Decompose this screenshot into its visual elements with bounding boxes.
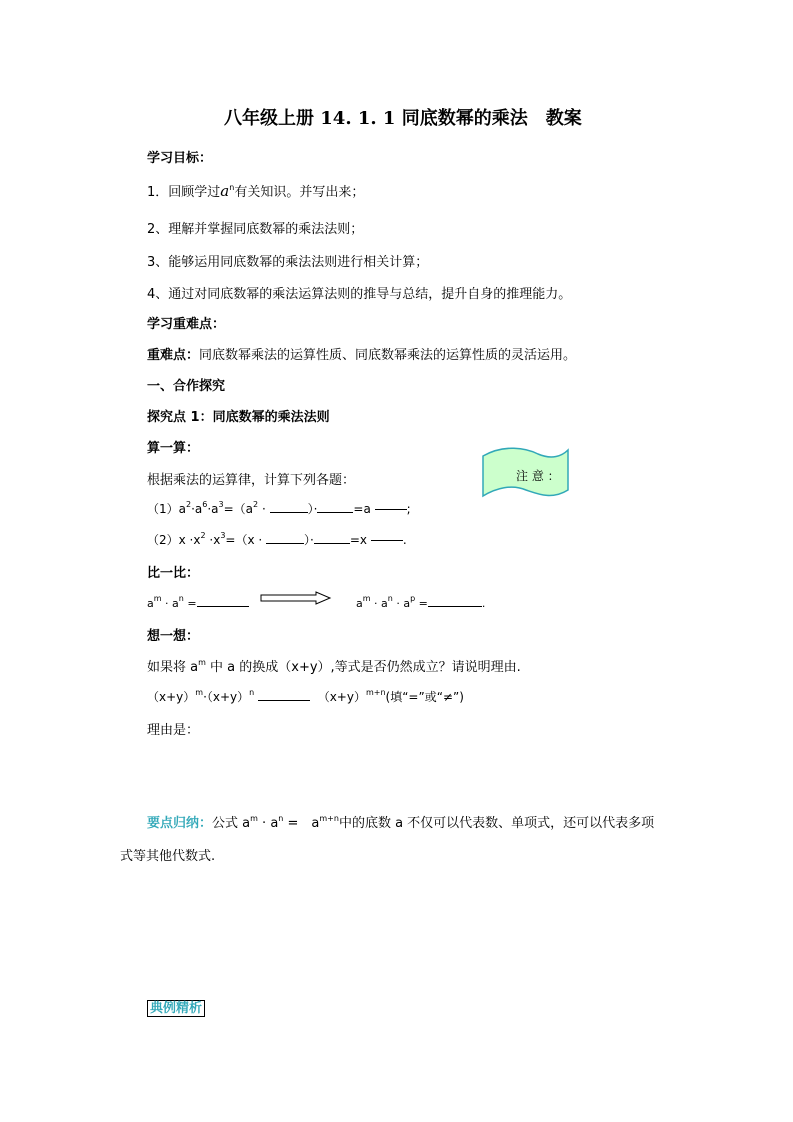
objective-1: 1．回顾学过$a^n$有关知识。并写出来；: [147, 182, 365, 200]
summary-line-1: 要点归纳：公式 $a^m \cdot a^n$ = $a^{m+n}$中的底数 a 不仅可以代表数、单项式，还可以代表多项: [147, 814, 655, 831]
calc-heading: 算一算：: [147, 441, 200, 456]
think-expression: $(x+y)^m\cdot(x+y)^n$ $(x+y)^{m+n}$(填“=”或“≠”): [147, 688, 464, 704]
examples-heading: 典例精析: [147, 997, 205, 1016]
answer-blank: [266, 531, 304, 544]
key-points-heading: 学习重难点：: [147, 317, 226, 332]
page-title: 八年级上册 14. 1. 1 同底数幂的乘法 教案: [224, 108, 582, 129]
objective-3: 3、能够运用同底数幂的乘法法则进行相关计算；: [147, 255, 429, 270]
exponent-line: [371, 540, 403, 541]
compare-heading: 比一比：: [147, 566, 200, 581]
question-1: $(1)a^2\cdot a^6\cdot a^3=(a^2$ · ）· =a ;: [147, 500, 411, 516]
summary-label: 要点归纳：: [147, 816, 213, 831]
note-label: 注 意 ：: [516, 469, 560, 483]
exponent-line: [375, 509, 407, 510]
answer-blank: [197, 594, 249, 607]
answer-blank: [317, 500, 353, 513]
answer-blank: [428, 594, 482, 607]
calc-intro: 根据乘法的运算律，计算下列各题：: [147, 473, 356, 488]
explore-point-1: 探究点 1：同底数幂的乘法法则: [147, 410, 330, 425]
question-2: $(2)x \cdot x^2 \cdot x^3=(x$ · ）· =x .: [147, 531, 407, 547]
section-heading: 一、合作探究: [147, 379, 226, 394]
think-heading: 想一想：: [147, 629, 200, 644]
answer-blank: [270, 500, 308, 513]
reason-label: 理由是：: [147, 723, 200, 738]
key-points-line: 重难点：同底数幂乘法的运算性质、同底数幂乘法的运算性质的灵活运用。: [147, 348, 577, 363]
objective-2: 2、理解并掌握同底数幂的乘法法则；: [147, 222, 364, 237]
answer-blank: [258, 688, 310, 701]
answer-blank: [314, 531, 350, 544]
compare-right: $a^m \cdot a^n \cdot a^p$ = .: [356, 594, 486, 610]
compare-left: $a^m \cdot a^n$ =: [147, 594, 249, 610]
math-var-a: a: [220, 182, 230, 200]
think-question: 如果将 $a^m$ 中 a 的换成（x+y）,等式是否仍然成立？请说明理由.: [147, 658, 521, 675]
objectives-heading: 学习目标：: [147, 151, 213, 166]
objective-4: 4、通过对同底数幂的乘法运算法则的推导与总结，提升自身的推理能力。: [147, 287, 572, 302]
summary-line-2: 式等其他代数式.: [120, 849, 216, 864]
arrow-icon: [260, 591, 332, 605]
